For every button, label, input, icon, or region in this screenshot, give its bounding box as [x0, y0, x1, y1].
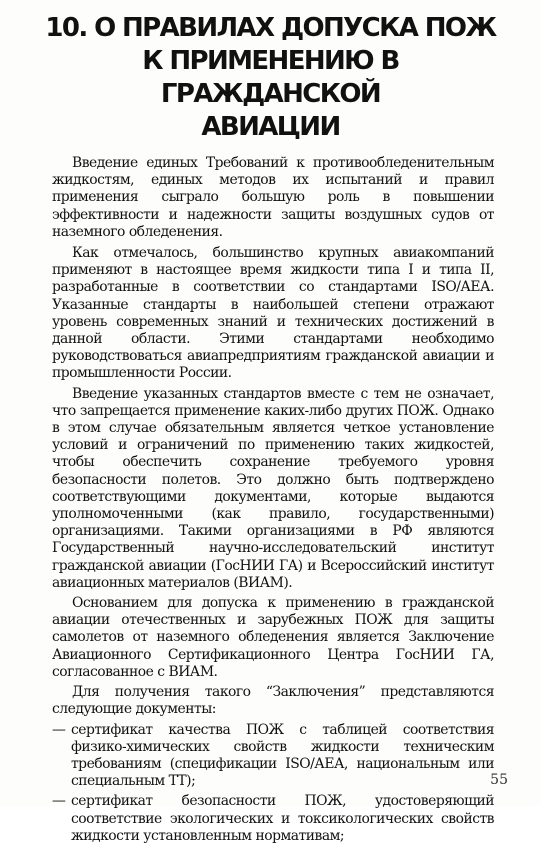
paragraph-3: Введение указанных стандартов вместе с тем не означает, что запрещается применение каких-либо других ПОЖ. Однако в этом случае обязательным является четкое установление условий и ограничений по применению таких жидкостей, чтобы обеспечить сохранение требуемого уровня безопасности полетов. Это должно быть подтверждено соответствующими документами, которые выдаются уполномоченными (как правило, государственными) организациями. Такими организациями в РФ являются Государственный научно-исследовательский институт гражданской авиации (ГосНИИ ГА) и Всероссийский институт авиационных материалов (ВИАМ). [52, 385, 494, 591]
paragraph-1: Введение единых Требований к противообледенительным жидкостям, единых методов их испытаний и правил применения сыграло большую роль в повышении эффективности и надежности защиты воздушных судов от наземного обледенения. [52, 155, 494, 240]
list-item-text: сертификат безопасности ПОЖ, удостоверяющий соответствие экологических и токсикологических свойств жидкости установленным нормативам; [71, 793, 494, 844]
list-item-text: сертификат качества ПОЖ с таблицей соответствия физико-химических свойств жидкости техническим требованиям (спецификации ISO/АЕА, национальным или специальным ТТ); [71, 721, 494, 790]
chapter-title-line-2: К ПРИМЕНЕНИЮ В ГРАЖДАНСКОЙ [142, 46, 399, 109]
chapter-title [40, 12, 501, 144]
list-dash: — [52, 721, 66, 738]
document-list [52, 722, 494, 845]
list-item [52, 793, 494, 845]
paragraph-2: Как отмечалось, большинство крупных авиакомпаний применяют в настоящее время жидкости типа I и типа II, разработанные в соответствии со стандартами ISO/АЕА. Указанные стандарты в наибольшей степени отражают уровень современных знаний и технических достижений в данной области. Этими стандартами необходимо руководствоваться авиапредприятиям гражданской авиации и промышленности России. [52, 245, 494, 382]
body-text [52, 155, 494, 848]
list-item [52, 722, 494, 791]
chapter-title-line-3: АВИАЦИИ [201, 112, 340, 142]
paragraph-4: Основанием для допуска к применению в гражданской авиации отечественных и зарубежных ПОЖ для защиты самолетов от наземного обледенения является Заключение Авиационного Сертификационного Центра ГосНИИ ГА, согласованное с ВИАМ. [52, 595, 494, 680]
paragraph-5: Для получения такого “Заключения” представляются следующие документы: [52, 684, 494, 718]
list-dash: — [52, 793, 66, 810]
chapter-title-line-1: 10. О ПРАВИЛАХ ДОПУСКА ПОЖ [45, 13, 496, 43]
page-number: 55 [490, 772, 508, 788]
